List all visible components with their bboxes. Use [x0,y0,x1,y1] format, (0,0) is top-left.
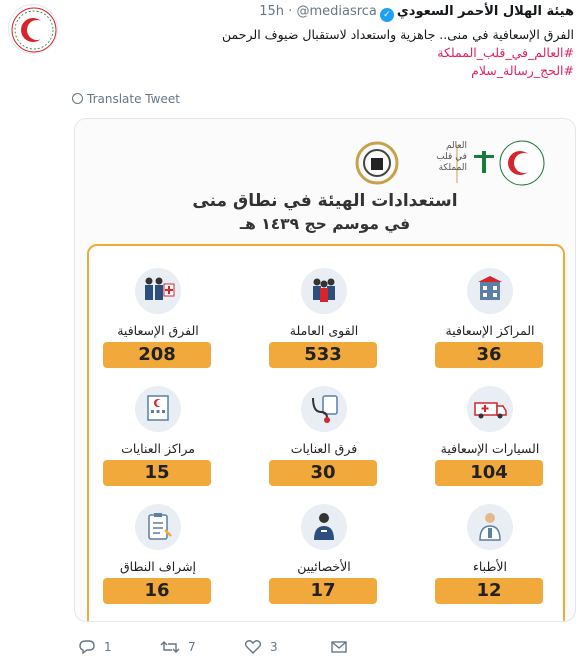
stat-cell [265,386,383,496]
stat-cell [99,504,217,614]
stat-value: 36 [435,342,543,368]
specialist-icon [301,504,347,550]
stats-panel [87,244,565,622]
translate-label: Translate Tweet [87,92,180,106]
hashtag-link[interactable]: #الحج_رسالة_سلام [471,63,574,78]
stat-cell [431,386,549,496]
stat-cell [265,504,383,614]
direct-message-button[interactable] [330,637,348,657]
like-button[interactable] [244,637,278,657]
world-heart-logo-icon [357,143,397,183]
stat-label: الأطباء [472,559,507,574]
stat-value: 104 [435,460,543,486]
tweet-text [94,26,574,80]
stat-cell [265,268,383,378]
stat-label: السيارات الإسعافية [440,441,540,456]
stat-cell [99,386,217,496]
retweet-icon [160,639,180,655]
stethoscope-icon [301,386,347,432]
globe-icon [72,93,83,104]
stat-value: 208 [103,342,211,368]
heart-icon [244,639,262,655]
separator-dot: · [288,4,293,19]
stat-label: القوى العاملة [289,323,359,338]
tweet-header [70,4,574,24]
clipboard-icon [135,504,181,550]
stat-cell [99,268,217,378]
stat-value: 533 [269,342,377,368]
reply-button[interactable] [78,637,112,657]
stat-label: الأخصائيين [297,559,351,574]
tweet-actions [78,637,478,657]
author-avatar[interactable] [8,4,58,54]
workforce-icon [301,268,347,314]
logo-tagline-line: في قلب [436,152,467,162]
tweet-text-line: الفرق الإسعافية في منى.. جاهزية واستعداد لاستقبال ضيوف الرحمن [222,27,574,42]
stat-cell [431,268,549,378]
stat-label: الفرق الإسعافية [117,323,199,338]
like-count: 3 [270,640,278,654]
paramedic-team-icon [135,268,181,314]
stat-label: فرق العنايات [290,441,358,456]
stat-label: إشراف النطاق [119,559,197,574]
logo-tagline-line: المملكة [438,163,467,173]
stat-value: 16 [103,578,211,604]
tweet-media-image[interactable] [74,118,576,622]
stat-cell [431,504,549,614]
building-icon [467,268,513,314]
ambulance-icon [467,386,513,432]
saudi-emblem-icon [474,151,494,173]
infographic-subtitle: في موسم حج ١٤٣٩ هـ [239,215,411,233]
reply-icon [78,639,96,655]
logo-tagline [436,141,467,174]
reply-count: 1 [104,640,112,654]
retweet-button[interactable] [160,637,196,657]
author-handle[interactable]: @mediasrca [296,4,377,19]
tweet-timestamp[interactable]: 15h [259,4,285,19]
stat-label: مراكز العنايات [121,441,195,456]
doctor-icon [467,504,513,550]
verified-badge-icon: ✓ [380,8,394,22]
hashtag-link[interactable]: #العالم_في_قلب_المملكة [437,45,574,60]
stat-value: 17 [269,578,377,604]
retweet-count: 7 [188,640,196,654]
stat-value: 12 [435,578,543,604]
stat-label: المراكز الإسعافية [445,323,535,338]
translate-tweet-link[interactable] [72,92,180,106]
red-crescent-emblem-icon [500,141,544,185]
envelope-icon [330,639,348,655]
logo-tagline-line: العالم [445,141,467,151]
stat-value: 30 [269,460,377,486]
red-crescent-logo-icon [9,5,58,54]
author-name[interactable]: هيئة الهلال الأحمر السعودي [396,4,574,19]
care-center-icon [135,386,181,432]
stat-value: 15 [103,460,211,486]
infographic-title: استعدادات الهيئة في نطاق منى [192,191,458,211]
